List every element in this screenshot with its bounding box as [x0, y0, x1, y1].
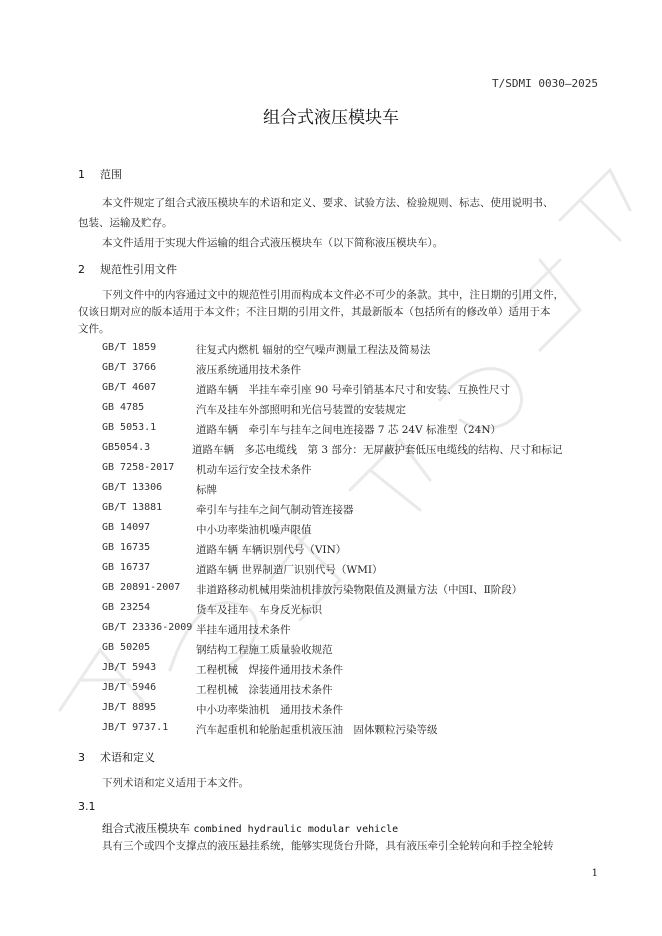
reference-item [102, 582, 622, 602]
reference-code: GB 7258-2017 [102, 462, 175, 473]
section-2-heading [78, 261, 177, 277]
reference-title: 汽车起重机和轮胎起重机液压油 固体颗粒污染等级 [196, 724, 438, 736]
reference-title: 半挂车通用技术条件 [196, 624, 291, 636]
reference-item [102, 702, 622, 722]
section-3-number: 3 [78, 751, 85, 764]
term-definition: 具有三个或四个支撑点的液压悬挂系统，能够实现货台升降，具有液压牵引全轮转向和手控全轮转 [102, 840, 554, 852]
reference-item [102, 562, 622, 582]
reference-item [102, 722, 622, 742]
reference-title: 中小功率柴油机噪声限值 [196, 524, 312, 536]
reference-item [102, 402, 622, 422]
references-intro-line3: 文件。 [78, 323, 110, 335]
reference-title: 道路车辆 多芯电缆线 第 3 部分：无屏蔽护套低压电缆线的结构、尺寸和标记 [192, 444, 563, 456]
reference-title: 道路车辆 牵引车与挂车之间电连接器 7 芯 24V 标准型（24N） [196, 424, 502, 436]
document-title: 组合式液压模块车 [263, 108, 399, 128]
reference-code: GB 4785 [102, 402, 145, 413]
term-number: 3.1 [78, 800, 96, 813]
term-heading [102, 820, 398, 836]
reference-item [102, 422, 622, 442]
reference-title: 中小功率柴油机 通用技术条件 [196, 704, 343, 716]
reference-item [102, 382, 622, 402]
reference-code: GB/T 1859 [102, 342, 157, 353]
section-2-number: 2 [78, 263, 85, 276]
term-english: combined hydraulic modular vehicle [193, 824, 399, 835]
reference-code: GB 16735 [102, 542, 151, 553]
terms-intro: 下列术语和定义适用于本文件。 [102, 777, 249, 789]
reference-code: GB 20891-2007 [102, 582, 181, 593]
section-1-number: 1 [78, 168, 85, 181]
reference-title: 道路车辆 半挂车牵引座 90 号牵引销基本尺寸和安装、互换性尺寸 [196, 384, 511, 396]
reference-code: JB/T 9737.1 [102, 722, 169, 733]
reference-code: GB/T 13881 [102, 502, 163, 513]
reference-item [102, 482, 622, 502]
reference-item [102, 502, 622, 522]
reference-title: 钢结构工程施工质量验收规范 [196, 644, 333, 656]
reference-code: GB 23254 [102, 602, 151, 613]
reference-code: JB/T 5946 [102, 682, 157, 693]
reference-title: 非道路移动机械用柴油机排放污染物限值及测量方法（中国Ⅰ、Ⅱ阶段） [196, 584, 523, 596]
reference-code: GB/T 4607 [102, 382, 157, 393]
reference-title: 道路车辆 世界制造厂识别代号（WMI） [196, 564, 383, 576]
reference-title: 往复式内燃机 辐射的空气噪声测量工程法及简易法 [196, 344, 431, 356]
term-chinese: 组合式液压模块车 [102, 822, 190, 835]
reference-title: 液压系统通用技术条件 [196, 364, 301, 376]
reference-item [102, 442, 622, 462]
reference-item [102, 462, 622, 482]
section-2-title: 规范性引用文件 [100, 263, 177, 276]
reference-item [102, 362, 622, 382]
scope-para1-line2: 包装、运输及贮存。 [78, 217, 173, 229]
reference-title: 工程机械 涂装通用技术条件 [196, 684, 333, 696]
section-1-heading [78, 166, 122, 182]
reference-code: GB 50205 [102, 642, 151, 653]
reference-code: JB/T 8895 [102, 702, 157, 713]
references-intro-line2: 仅该日期对应的版本适用于本文件；不注日期的引用文件，其最新版本（包括所有的修改单）适用于本 [78, 306, 551, 318]
reference-code: GB/T 3766 [102, 362, 157, 373]
reference-title: 道路车辆 车辆识别代号（VIN） [196, 544, 347, 556]
document-number: T/SDMI 0030—2025 [492, 77, 598, 90]
reference-item [102, 602, 622, 622]
reference-code: GB 5053.1 [102, 422, 157, 433]
reference-code: GB/T 13306 [102, 482, 163, 493]
section-3-heading [78, 749, 155, 765]
reference-item [102, 662, 622, 682]
reference-title: 标牌 [196, 484, 217, 496]
reference-item [102, 682, 622, 702]
reference-code: JB/T 5943 [102, 662, 157, 673]
reference-title: 货车及挂车 车身反光标识 [196, 604, 322, 616]
section-3-title: 术语和定义 [100, 751, 155, 764]
reference-title: 工程机械 焊接件通用技术条件 [196, 664, 343, 676]
scope-para1-line1: 本文件规定了组合式液压模块车的术语和定义、要求、试验方法、检验规则、标志、使用说明书、 [102, 197, 554, 209]
references-intro-line1: 下列文件中的内容通过文中的规范性引用而构成本文件必不可少的条款。其中，注日期的引用文件， [102, 289, 564, 301]
reference-title: 牵引车与挂车之间气制动管连接器 [196, 504, 354, 516]
scope-para2: 本文件适用于实现大件运输的组合式液压模块车（以下简称液压模块车）。 [102, 237, 444, 249]
reference-item [102, 342, 622, 362]
page-number: 1 [591, 868, 598, 879]
reference-code: GB/T 23336-2009 [102, 622, 193, 633]
reference-item [102, 542, 622, 562]
reference-item [102, 642, 622, 662]
reference-code: GB5054.3 [102, 442, 151, 453]
reference-item [102, 622, 622, 642]
reference-title: 机动车运行安全技术条件 [196, 464, 312, 476]
reference-title: 汽车及挂车外部照明和光信号装置的安装规定 [196, 404, 406, 416]
reference-item [102, 522, 622, 542]
section-1-title: 范围 [100, 168, 122, 181]
reference-code: GB 16737 [102, 562, 151, 573]
reference-code: GB 14097 [102, 522, 151, 533]
